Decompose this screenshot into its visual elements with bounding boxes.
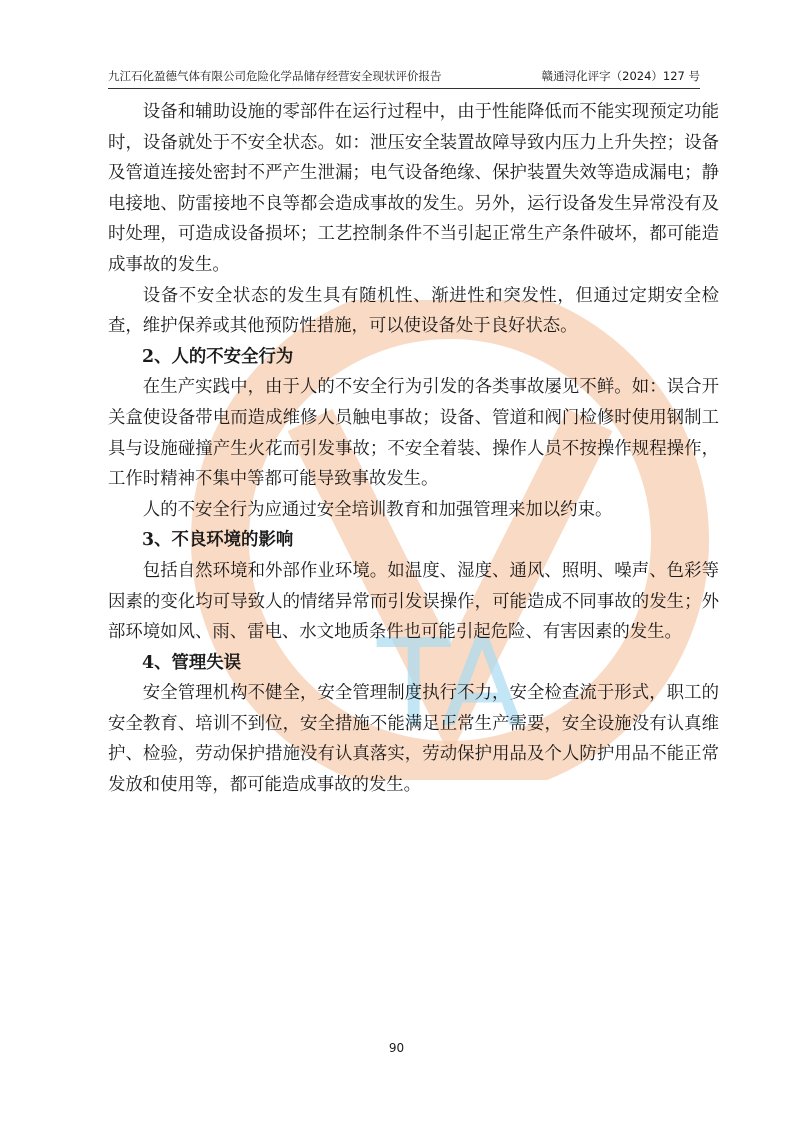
paragraph-management-error: 安全管理机构不健全，安全管理制度执行不力，安全检查流于形式，职工的安全教育、培训不到位，安全措施不能满足正常生产需要，安全设施没有认真维护、检验，劳动保护措施没有认真落实，劳动保护用品及个人防护用品不能正常发放和使用等，都可能造成事故的发生。: [108, 683, 719, 796]
paragraph-bad-environment: 包括自然环境和外部作业环境。如温度、湿度、通风、照明、噪声、色彩等因素的变化均可导致人的情绪异常而引发误操作，可能造成不同事故的发生；外部环境如风、雨、雷电、水文地质条件也可能引起危险、有害因素的发生。: [108, 560, 719, 643]
paragraph-behavior-control: 人的不安全行为应通过安全培训教育和加强管理来加以约束。: [142, 499, 613, 520]
paragraph-equipment-state: 设备不安全状态的发生具有随机性、渐进性和突发性，但通过定期安全检查，维护保养或其他预防性措施，可以使设备处于良好状态。: [108, 285, 719, 337]
document-body: [108, 97, 719, 801]
paragraph-equipment-failure: 设备和辅助设施的零部件在运行过程中，由于性能降低而不能实现预定功能时，设备就处于不安全状态。如：泄压安全装置故障导致内压力上升失控；设备及管道连接处密封不严产生泄漏；电气设备绝缘、保护装置失效等造成漏电；静电接地、防雷接地不良等都会造成事故的发生。另外，运行设备发生异常没有及时处理，可造成设备损坏；工艺控制条件不当引起正常生产条件破坏，都可能造成事故的发生。: [108, 102, 719, 275]
watermark-letters: TA: [376, 615, 524, 754]
heading-bad-environment: 3、不良环境的影响: [142, 530, 294, 551]
paragraph-unsafe-behavior: 在生产实践中，由于人的不安全行为引发的各类事故屡见不鲜。如：误合开关盒使设备带电而造成维修人员触电事故；设备、管道和阀门检修时使用钢制工具与设施碰撞产生火花而引发事故；不安全着装、操作人员不按操作规程操作，工作时精神不集中等都可能导致事故发生。: [108, 377, 719, 490]
page-header: [108, 66, 700, 89]
header-document-number: 赣通浔化评字（2024）127 号: [541, 69, 700, 83]
heading-unsafe-behavior: 2、人的不安全行为: [142, 346, 294, 367]
heading-management-error: 4、管理失误: [142, 652, 242, 673]
page-number: 90: [388, 1041, 405, 1055]
header-report-title: 九江石化盈德气体有限公司危险化学品储存经营安全现状评价报告: [108, 69, 442, 83]
